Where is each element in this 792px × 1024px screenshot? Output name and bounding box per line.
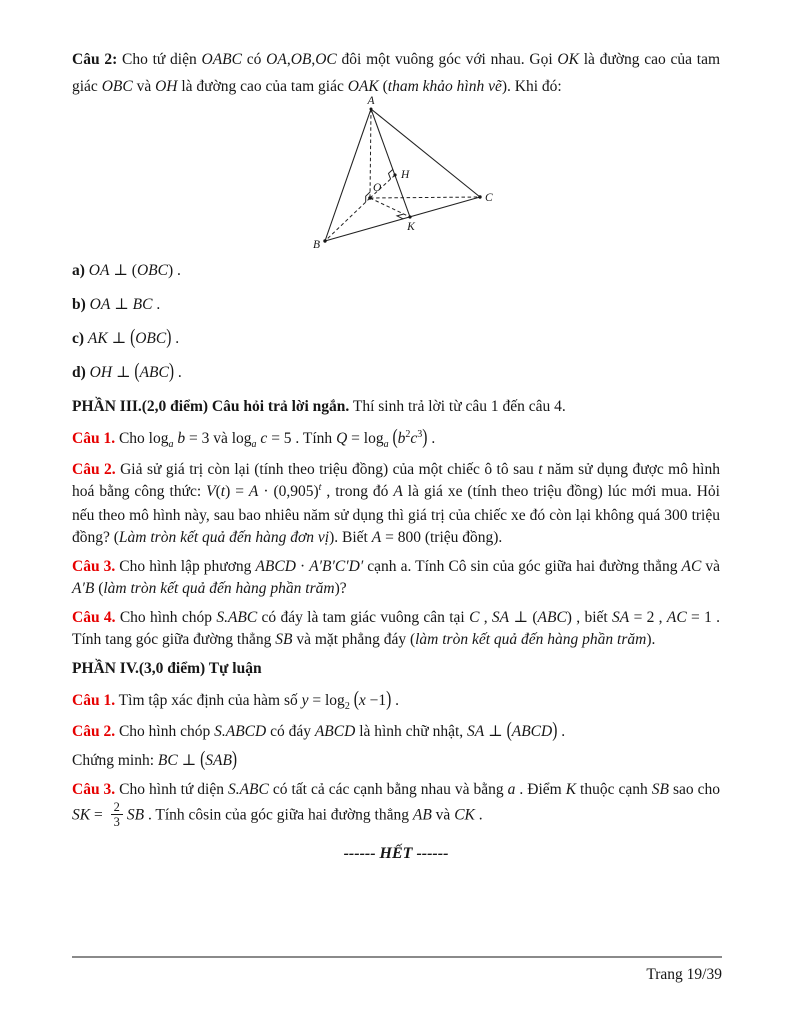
text-segment: 2 xyxy=(405,429,411,440)
tetrahedron-figure xyxy=(312,94,720,256)
text-segment: S.ABC xyxy=(216,609,258,626)
fraction-numerator: 2 xyxy=(113,800,120,814)
text-segment: ). Biết xyxy=(329,529,372,546)
text-segment: ) xyxy=(168,360,175,384)
text-segment: · (0,905) xyxy=(258,483,319,500)
text-segment: = xyxy=(90,806,107,824)
text-segment: Làm tròn kết quả đến hàng đơn vị xyxy=(118,529,330,546)
text-segment: A xyxy=(248,483,259,500)
text-segment: 3 xyxy=(417,429,423,440)
p3-question-1 xyxy=(72,428,720,452)
option-d xyxy=(72,362,720,384)
text-segment: −1 xyxy=(365,692,387,709)
section-4-heading xyxy=(72,658,720,680)
text-segment: = log xyxy=(308,692,345,709)
text-segment: S.ABC xyxy=(227,781,269,798)
text-segment: t xyxy=(538,461,543,478)
vertex-label-h: H xyxy=(401,169,410,181)
text-segment: OB xyxy=(290,51,312,68)
text-segment: · xyxy=(295,558,310,575)
text-segment: , xyxy=(286,51,291,68)
text-segment: có đáy là tam giác vuông cân tại xyxy=(257,609,470,626)
text-segment: có tất cả các cạnh bằng nhau và bằng xyxy=(268,781,508,798)
text-segment: OA xyxy=(266,51,287,68)
p3-question-2 xyxy=(72,459,720,549)
text-segment: Thí sinh trả lời từ câu 1 đến câu 4. xyxy=(349,398,566,415)
fraction-denominator: 3 xyxy=(111,814,123,829)
text-segment: đôi một vuông góc với nhau. Gọi xyxy=(336,51,558,68)
text-segment: OAK xyxy=(347,78,379,95)
text-segment: và xyxy=(132,78,156,95)
text-segment: A′B xyxy=(72,580,95,597)
text-segment: OC xyxy=(315,51,337,68)
section-3-heading xyxy=(72,396,720,418)
text-segment: Câu 2: xyxy=(72,51,122,68)
text-segment: Cho hình tứ diện xyxy=(115,781,228,798)
vertex-label-c: C xyxy=(485,192,493,204)
text-segment: = 3 và log xyxy=(185,430,252,447)
text-segment: Cho log xyxy=(115,430,169,447)
text-segment: SB xyxy=(651,781,669,798)
p3-question-4 xyxy=(72,607,720,651)
question-label: Câu 3. xyxy=(72,781,116,798)
vertex-label-k: K xyxy=(407,221,415,233)
text-segment: S.ABCD xyxy=(214,723,267,740)
text-segment: ABCD xyxy=(511,723,553,740)
p3-question-3 xyxy=(72,556,720,600)
text-segment: . xyxy=(474,806,483,824)
text-segment: OBC xyxy=(136,262,168,279)
text-segment: ABCD xyxy=(255,558,296,575)
question-label: Câu 4. xyxy=(72,609,116,626)
text-segment: AK xyxy=(87,330,108,347)
text-segment: ( xyxy=(200,748,206,772)
text-segment: t xyxy=(220,483,226,500)
text-segment: K xyxy=(565,781,577,798)
text-segment: . xyxy=(171,330,180,347)
text-segment: , trong đó xyxy=(321,483,394,500)
text-segment: OK xyxy=(557,51,579,68)
fraction xyxy=(111,800,123,830)
text-segment: OABC xyxy=(201,51,242,68)
text-segment: . xyxy=(152,296,161,313)
text-segment: ( xyxy=(353,688,359,712)
text-segment: Cho hình chóp xyxy=(115,609,217,626)
text-segment: ( xyxy=(134,360,140,384)
text-segment: ⊥ xyxy=(110,296,133,313)
text-segment: ) = xyxy=(225,483,249,500)
text-segment: Q xyxy=(336,430,348,447)
text-segment: ( xyxy=(94,580,104,597)
text-segment: OH xyxy=(155,78,178,95)
option-c xyxy=(72,328,720,350)
text-segment: A′B′C′D′ xyxy=(309,558,364,575)
page-footer xyxy=(72,956,722,986)
text-segment: ) , biết xyxy=(566,609,613,626)
p4-question-1 xyxy=(72,690,720,714)
text-segment: b xyxy=(177,430,186,447)
text-segment: ). xyxy=(646,631,656,648)
text-segment: AC xyxy=(666,609,687,626)
text-segment: c) xyxy=(72,330,88,347)
text-segment: C xyxy=(469,609,480,626)
text-segment: a) xyxy=(72,262,89,279)
text-segment: ( xyxy=(130,326,136,350)
text-segment: là đường cao của tam giác xyxy=(177,78,348,95)
text-segment: và xyxy=(431,806,455,824)
text-segment: OBC xyxy=(135,330,167,347)
text-segment: ( xyxy=(215,483,221,500)
text-segment: a xyxy=(251,439,257,450)
text-segment: tham khảo hình vẽ xyxy=(387,78,502,95)
text-segment: OBC xyxy=(101,78,133,95)
text-segment: OA xyxy=(88,262,110,279)
text-segment: làm tròn kết quả đến hàng phần trăm xyxy=(415,631,647,648)
text-segment: = log xyxy=(347,430,384,447)
text-segment: SAB xyxy=(205,752,232,769)
p4-question-2-proof xyxy=(72,750,720,772)
vertex-label-b: B xyxy=(312,239,320,251)
text-segment: y xyxy=(301,692,309,709)
text-segment: c xyxy=(410,430,418,447)
text-segment: ( xyxy=(378,78,388,95)
text-segment: ABCD xyxy=(314,723,356,740)
text-segment: làm tròn kết quả đến hàng phần trăm xyxy=(103,580,335,597)
text-segment: có xyxy=(241,51,267,68)
text-segment: ABC xyxy=(139,364,169,381)
question-label: Câu 3. xyxy=(72,558,116,575)
text-segment: = 1 . Tính tang góc giữa đường thẳng xyxy=(72,609,721,648)
p4-question-2 xyxy=(72,721,720,743)
tetrahedron-svg xyxy=(312,94,507,256)
text-segment: Cho hình chóp xyxy=(115,723,215,740)
text-segment: ). Khi đó: xyxy=(501,78,562,95)
text-segment: là giá xe (tính theo triệu đồng) lúc mới mua. Hỏi nếu theo mô hình này, sau bao nhiêu năm sử dụng thì giá trị của chiếc xe đó còn lại không quá 300 triệu đồng? ( xyxy=(72,483,720,546)
text-segment: c xyxy=(260,430,268,447)
text-segment: SK xyxy=(72,806,91,824)
text-segment: SA xyxy=(467,723,485,740)
text-segment: và xyxy=(701,558,720,575)
text-segment: x xyxy=(358,692,366,709)
end-marker: ------ HẾT ------ xyxy=(343,844,449,862)
text-segment: BC xyxy=(132,296,153,313)
text-segment: BC xyxy=(157,752,178,769)
text-segment: ) xyxy=(166,326,172,350)
text-segment: . xyxy=(557,723,566,740)
text-segment: Cho hình lập phương xyxy=(115,558,256,575)
question-label: Câu 2. xyxy=(72,461,116,478)
text-segment: PHẦN III.(2,0 điểm) Câu hỏi trả lời ngắn. xyxy=(72,398,350,415)
text-segment: . xyxy=(391,692,400,709)
text-segment: sao cho xyxy=(668,781,720,798)
text-segment: ) xyxy=(386,688,392,712)
text-segment: ⊥ xyxy=(484,723,507,740)
footer-divider xyxy=(72,956,722,958)
text-segment: ⊥ xyxy=(112,364,135,381)
text-segment: OH xyxy=(89,364,113,381)
text-segment: ⊥ ( xyxy=(109,262,137,279)
text-segment: , xyxy=(311,51,316,68)
page-number: Trang 19/39 xyxy=(646,966,722,983)
text-segment: Chứng minh: xyxy=(72,752,158,769)
text-segment: PHẦN IV.(3,0 điểm) Tự luận xyxy=(72,660,262,677)
text-segment: Giả sử giá trị còn lại (tính theo triệu đồng) của một chiếc ô tô sau xyxy=(115,461,539,478)
text-segment: thuộc cạnh xyxy=(576,781,652,798)
text-segment: )? xyxy=(334,580,347,597)
text-segment: ABC xyxy=(537,609,567,626)
text-segment: SA xyxy=(491,609,510,626)
text-segment: SB xyxy=(275,631,293,648)
text-segment: là đường cao của tam giác xyxy=(72,51,721,95)
vertex-label-o: O xyxy=(373,182,382,194)
text-segment: . Điểm xyxy=(515,781,566,798)
text-segment: ( xyxy=(392,426,398,450)
text-segment: A xyxy=(393,483,403,500)
text-segment: năm sử dụng được mô hình hoá bằng công thức: xyxy=(72,461,720,500)
text-segment: ⊥ xyxy=(177,752,201,769)
text-segment: có đáy xyxy=(266,723,315,740)
text-segment: ⊥ ( xyxy=(509,609,538,626)
text-segment: = 2 , xyxy=(629,609,667,626)
text-segment: OA xyxy=(89,296,111,313)
text-segment: AC xyxy=(681,558,702,575)
question-label: Câu 2. xyxy=(72,723,116,740)
question-2-statement xyxy=(72,46,720,100)
text-segment: A xyxy=(371,529,382,546)
text-segment: = 5 . Tính xyxy=(267,430,337,447)
text-segment: ) . xyxy=(167,262,181,279)
text-segment: Cho tứ diện xyxy=(122,51,202,68)
option-b xyxy=(72,294,720,316)
text-segment: a xyxy=(383,439,389,450)
question-label: Câu 1. xyxy=(72,430,116,447)
text-segment: , xyxy=(479,609,492,626)
text-segment: . xyxy=(427,430,436,447)
text-segment: = 800 (triệu đồng). xyxy=(381,529,503,546)
text-segment: CK xyxy=(454,806,475,824)
text-segment: SA xyxy=(612,609,630,626)
text-segment: a xyxy=(168,439,174,450)
text-segment: Tìm tập xác định của hàm số xyxy=(115,692,302,709)
vertex-labels xyxy=(313,95,493,251)
text-segment: b xyxy=(397,430,406,447)
text-segment: . xyxy=(174,364,182,381)
text-segment: . Tính côsin của góc giữa hai đường thẳng xyxy=(144,806,413,824)
text-segment: là hình chữ nhật, xyxy=(355,723,468,740)
text-segment: ) xyxy=(231,748,238,772)
text-segment: b) xyxy=(72,296,90,313)
vertex-label-a: A xyxy=(367,95,375,107)
p4-question-3 xyxy=(72,779,720,831)
text-segment: V xyxy=(206,483,216,500)
text-segment: a xyxy=(507,781,516,798)
text-segment: ⊥ xyxy=(107,330,131,347)
text-segment: ( xyxy=(506,719,512,743)
text-segment: d) xyxy=(72,364,90,381)
text-segment: và mặt phẳng đáy ( xyxy=(292,631,416,648)
text-segment: 2 xyxy=(344,701,350,712)
text-segment: AB xyxy=(412,806,432,824)
text-segment: SB xyxy=(126,806,145,824)
text-segment: t xyxy=(318,482,322,493)
option-a xyxy=(72,260,720,282)
text-segment: ) xyxy=(422,426,428,450)
text-segment: ) xyxy=(552,719,558,743)
question-label: Câu 1. xyxy=(72,692,116,709)
text-segment: cạnh a. Tính Cô sin của góc giữa hai đường thẳng xyxy=(363,558,682,575)
